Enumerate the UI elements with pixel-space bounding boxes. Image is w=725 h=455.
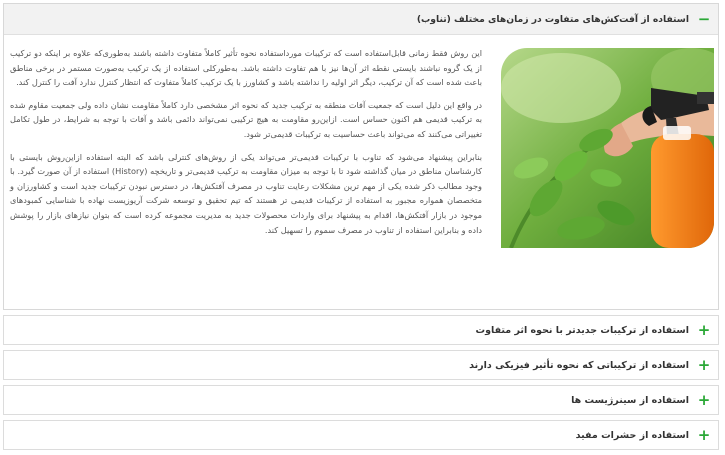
plus-icon[interactable]: + [697,390,711,409]
accordion-title[interactable]: استفاده از ترکیباتی که نحوه تأثیر فیزیکی دارند [469,359,689,371]
accordion-header-rotation[interactable] [4,4,718,35]
paragraph-2: در واقع این دلیل است که جمعیت آفات منطقه به ترکیب جدید که نحوه اثر مشخصی دارد کاملاً مقاومت نشان داده ولی جمعیت مقاوم شده به ترکیب قدیمی هم اکنون حساس است. ازاین‌رو مقاومت به هیچ ترکیبی نمی‌تواند دائمی باشد و آفات با توجه به شرایط، در طول تکامل تغییراتی می‌کنند که می‌تواند باعث حساسیت به ترکیبات قدیمی‌تر شود. [10,99,482,139]
accordion-header-physical-effect[interactable] [4,351,718,379]
paragraph-1: این روش فقط زمانی قابل‌استفاده است که ترکیبات مورداستفاده نحوه تأثیر کاملاً متفاوت داشته باشند به‌طوری‌که علاوه بر اینکه دو ترکیب از یک گروه نباشند بایستی نقطه اثر آن‌ها نیز با هم تفاوت داشته باشد. به‌طورکلی استفاده از یک ترکیب به‌صورت مستمر در برخی مناطق باعث شده است که آن ترکیب، دیگر اثر اولیه را نداشته باشد و کشاورز با یک ترکیب کاملاً متفاوت که انتظار کنترل ندارد آفت را کنترل کند. [10,48,482,88]
sprayer-photo [501,48,714,248]
accordion-panel-rotation [3,3,719,310]
accordion-content [4,35,718,309]
accordion-header-synergists[interactable] [4,386,718,414]
article-body [10,46,482,237]
accordion-title[interactable]: استفاده از حشرات مفید [575,429,689,441]
plus-icon[interactable]: + [697,320,711,339]
accordion-panel-physical-effect [3,350,719,380]
accordion-title[interactable]: استفاده از سینرژیست ها [571,394,689,406]
plus-icon[interactable]: + [697,425,711,444]
minus-icon[interactable]: − [697,9,711,28]
accordion-header-beneficial-insects[interactable] [4,421,718,449]
accordion-panel-new-compounds [3,315,719,345]
accordion-title[interactable]: استفاده از ترکیبات جدیدتر با نحوه اثر متفاوت [475,324,689,336]
accordion-panel-synergists [3,385,719,415]
faq-accordion [3,3,719,455]
accordion-panel-beneficial-insects [3,420,719,450]
paragraph-3: بنابراین پیشنهاد می‌شود که تناوب با ترکیبات قدیمی‌تر می‌تواند یکی از روش‌های کنترلی باشد که البته استفاده ازاین‌روش بایستی با کارشناسان مناطق در میان گذاشته شود تا با توجه به میزان مقاومت به ترکیب قدیمی‌تر و تاریخچه (History) استفاده از آن صورت گیرد. با وجود مطالب ذکر شده یکی از مهم ترین مشکلات رعایت تناوب در مصرف آفتکش‌ها، در دسترس نبودن ترکیبات جدید است و کشاورزان و متخصصان همواره مجبور به استفاده از ترکیبات قدیمی تر هستند که تیم تحقیق و توسعه شرکت آریوزیست نهاده با شناسایی کمبودهای موجود در بازار آفتکش‌ها، اقدام به پیشنهاد برای واردات محصولات جدید به مدیریت مجموعه کرده است که بتوان نیازهای بازار را پوشش داده و بنابراین استفاده از تناوب در مصرف سموم را تسهیل کند. [10,151,483,235]
accordion-title[interactable]: استفاده از آفت‌کش‌های متفاوت در زمان‌های مختلف (تناوب) [416,13,689,25]
accordion-header-new-compounds[interactable] [4,316,718,344]
plus-icon[interactable]: + [697,355,711,374]
